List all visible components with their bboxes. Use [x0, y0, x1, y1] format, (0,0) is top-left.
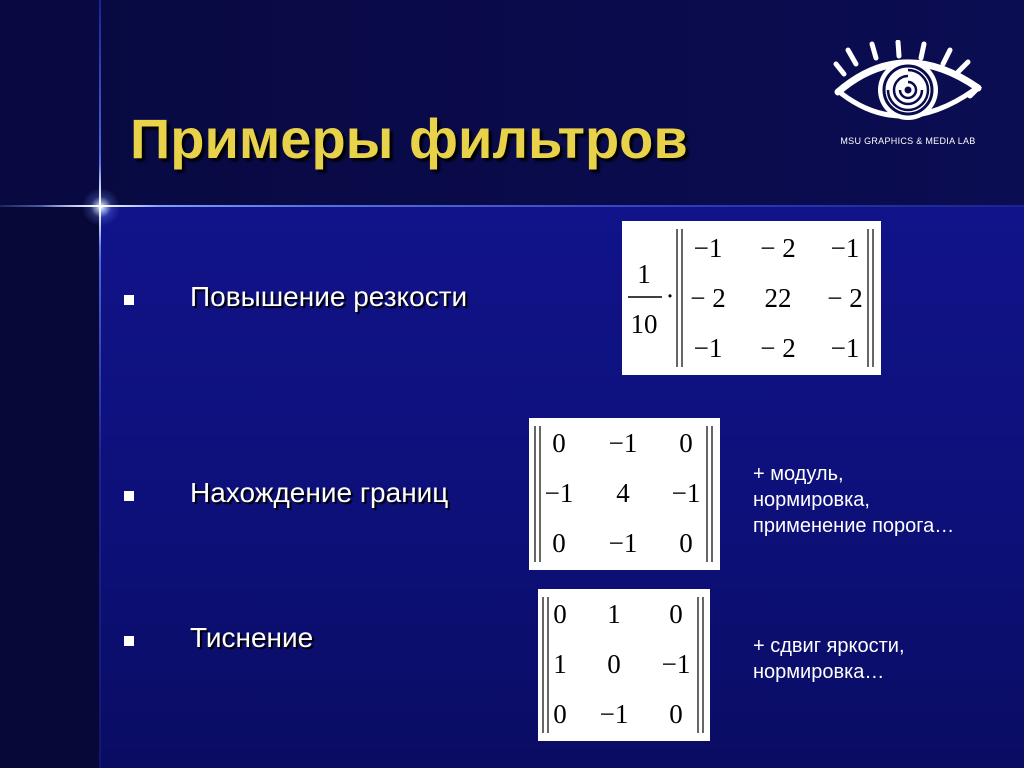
matrix-cell: 1 — [553, 649, 567, 679]
matrix-cell: 0 — [679, 528, 693, 558]
matrix-cell: 0 — [552, 528, 566, 558]
note-line: применение порога… — [753, 515, 955, 537]
matrix-cell: 1 — [607, 599, 621, 629]
edge-detection-note — [753, 461, 954, 539]
emboss-matrix — [538, 589, 710, 741]
item-label: Тиснение — [190, 622, 314, 653]
matrix-cell: −1 — [693, 233, 723, 263]
left-band — [0, 206, 100, 768]
matrix-cell: − 2 — [760, 333, 796, 363]
logo-text: MSU GRAPHICS & MEDIA LAB — [840, 136, 976, 146]
item-label: Нахождение границ — [190, 477, 449, 508]
matrix-cell: −1 — [599, 699, 629, 729]
sparkle-glow — [80, 186, 122, 228]
sparkle-ray-vertical — [99, 165, 101, 245]
bullet-square-icon — [124, 491, 134, 501]
matrix-cell: 4 — [616, 478, 630, 508]
vertical-divider-line — [99, 0, 101, 768]
note-line: + сдвиг яркости, — [753, 635, 905, 657]
matrix-cell: −1 — [608, 528, 638, 558]
matrix-scale-numerator: 1 — [637, 259, 651, 289]
matrix-cell: −1 — [544, 478, 574, 508]
matrix-cell: 0 — [553, 699, 567, 729]
matrix-cell: 22 — [764, 283, 792, 313]
matrix-cell: −1 — [671, 478, 701, 508]
matrix-cell: −1 — [608, 428, 638, 458]
matrix-cell: 0 — [607, 649, 621, 679]
matrix-cell: 0 — [669, 699, 683, 729]
matrix-cell: 0 — [553, 599, 567, 629]
matrix-cell: − 2 — [690, 283, 726, 313]
matrix-cell: −1 — [693, 333, 723, 363]
bullet-square-icon — [124, 636, 134, 646]
matrix-cell: −1 — [830, 333, 860, 363]
item-label: Повышение резкости — [190, 281, 468, 312]
matrix-scale-denominator: 10 — [630, 309, 658, 339]
matrix-cell: − 2 — [827, 283, 863, 313]
sharpen-matrix — [622, 221, 881, 375]
note-line: + модуль, — [753, 463, 844, 485]
matrix-cell: 0 — [552, 428, 566, 458]
bullet-square-icon — [124, 295, 134, 305]
matrix-cell: − 2 — [760, 233, 796, 263]
edge-detection-matrix — [529, 418, 720, 570]
matrix-cell: −1 — [661, 649, 691, 679]
matrix-cell: −1 — [830, 233, 860, 263]
matrix-cell: 0 — [669, 599, 683, 629]
dot-operator: · — [665, 281, 675, 311]
emboss-note — [753, 633, 905, 685]
slide-title: Примеры фильтров — [130, 107, 688, 170]
matrix-cell: 0 — [679, 428, 693, 458]
lab-logo — [828, 40, 988, 170]
eye-icon — [828, 40, 988, 136]
note-line: нормировка, — [753, 489, 870, 511]
note-line: нормировка… — [753, 661, 885, 683]
